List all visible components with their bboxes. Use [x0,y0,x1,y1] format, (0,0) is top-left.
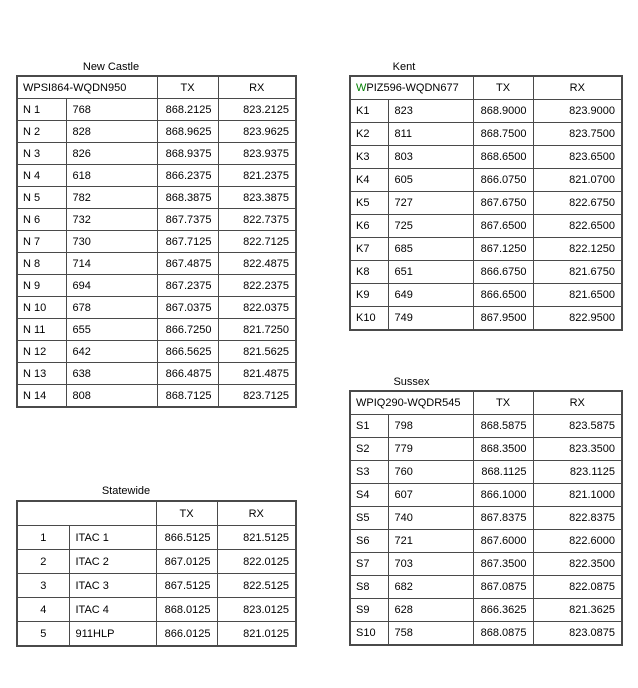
table-cell: 867.0875 [473,576,533,599]
table-cell: 822.0375 [218,297,296,319]
kent-table [349,75,623,331]
table-row [17,209,296,231]
table-row [350,599,622,622]
table-cell: 655 [66,319,157,341]
table-row [17,275,296,297]
table-cell: 694 [66,275,157,297]
table-row [17,385,296,408]
sussex-tx-header: TX [473,391,533,415]
table-row [17,99,296,121]
table-cell: S9 [350,599,388,622]
table-row [17,598,296,622]
table-cell: 823.1125 [533,461,622,484]
table-cell: 822.6000 [533,530,622,553]
table-cell: 867.6500 [473,215,533,238]
table-cell: 760 [388,461,473,484]
table-row [17,143,296,165]
table-cell: 823.9000 [533,100,622,123]
statewide-rx-header: RX [217,501,296,526]
table-row [350,461,622,484]
table-cell: 822.6500 [533,215,622,238]
table-cell: K1 [350,100,388,123]
table-cell: 823.0125 [217,598,296,622]
table-row [17,622,296,647]
table-cell: 867.7125 [157,231,218,253]
table-cell: 821.0700 [533,169,622,192]
table-cell: 822.6750 [533,192,622,215]
table-row [17,550,296,574]
table-cell: 821.5125 [217,526,296,550]
sussex-body [350,415,622,646]
table-row [17,319,296,341]
new-castle-body [17,99,296,408]
table-cell: 868.9375 [157,143,218,165]
table-cell: 822.9500 [533,307,622,331]
table-cell: 822.4875 [218,253,296,275]
table-cell: S10 [350,622,388,646]
table-cell: 605 [388,169,473,192]
table-cell: 868.0875 [473,622,533,646]
table-cell: 821.0125 [217,622,296,647]
kent-rx-header: RX [533,76,622,100]
table-cell: 822.3500 [533,553,622,576]
table-cell: 867.0375 [157,297,218,319]
table-cell: 822.7375 [218,209,296,231]
table-cell: K4 [350,169,388,192]
table-cell: 822.8375 [533,507,622,530]
table-row [350,553,622,576]
table-cell: N 8 [17,253,66,275]
table-cell: 2 [17,550,69,574]
table-row [350,169,622,192]
table-cell: K7 [350,238,388,261]
table-cell: N 9 [17,275,66,297]
table-cell: 678 [66,297,157,319]
table-cell: 826 [66,143,157,165]
table-cell: S8 [350,576,388,599]
table-cell: N 7 [17,231,66,253]
table-cell: 628 [388,599,473,622]
table-row [350,146,622,169]
table-cell: 866.4875 [157,363,218,385]
table-cell: 822.5125 [217,574,296,598]
table-cell: 649 [388,284,473,307]
table-cell: K3 [350,146,388,169]
table-cell: 866.2375 [157,165,218,187]
table-row [350,307,622,331]
table-cell: 779 [388,438,473,461]
table-cell: 823.3875 [218,187,296,209]
table-cell: 727 [388,192,473,215]
table-cell: 740 [388,507,473,530]
table-cell: 867.3500 [473,553,533,576]
table-cell: 821.6500 [533,284,622,307]
statewide-empty-header [17,501,156,526]
table-cell: 703 [388,553,473,576]
table-cell: 868.3500 [473,438,533,461]
table-cell: 866.5125 [156,526,217,550]
table-cell: 822.1250 [533,238,622,261]
table-cell: 867.6750 [473,192,533,215]
table-cell: 867.2375 [157,275,218,297]
table-row [17,253,296,275]
table-row [350,215,622,238]
table-cell: K8 [350,261,388,284]
table-cell: 821.6750 [533,261,622,284]
table-row [350,484,622,507]
table-row [350,507,622,530]
sussex-callsign: WPIQ290-WQDR545 [350,391,473,415]
table-cell: 823 [388,100,473,123]
table-cell: N 12 [17,341,66,363]
new-castle-callsign: WPSI864-WQDN950 [17,76,157,99]
kent-title: Kent [392,61,416,73]
table-cell: 823.0875 [533,622,622,646]
table-cell: 5 [17,622,69,647]
table-cell: 867.9500 [473,307,533,331]
table-cell: 868.1125 [473,461,533,484]
statewide-header-row [17,501,296,526]
statewide-title: Statewide [101,485,151,497]
table-cell: K6 [350,215,388,238]
table-cell: 618 [66,165,157,187]
table-cell: 822.7125 [218,231,296,253]
table-cell: 823.5875 [533,415,622,438]
table-row [350,438,622,461]
table-cell: 725 [388,215,473,238]
table-cell: 823.6500 [533,146,622,169]
table-cell: 866.1000 [473,484,533,507]
table-row [17,187,296,209]
table-cell: 866.0750 [473,169,533,192]
table-cell: 721 [388,530,473,553]
table-row [350,622,622,646]
table-cell: 823.7125 [218,385,296,408]
table-cell: 868.9000 [473,100,533,123]
table-cell: 811 [388,123,473,146]
table-cell: 868.0125 [156,598,217,622]
new-castle-tx-header: TX [157,76,218,99]
new-castle-rx-header: RX [218,76,296,99]
table-cell: 821.2375 [218,165,296,187]
table-cell: S3 [350,461,388,484]
table-row [17,231,296,253]
table-cell: 768 [66,99,157,121]
table-cell: 682 [388,576,473,599]
table-cell: 821.4875 [218,363,296,385]
table-cell: 868.7125 [157,385,218,408]
table-cell: ITAC 4 [69,598,156,622]
table-cell: K10 [350,307,388,331]
table-cell: K5 [350,192,388,215]
table-cell: 867.1250 [473,238,533,261]
table-cell: ITAC 3 [69,574,156,598]
table-cell: ITAC 2 [69,550,156,574]
table-cell: 821.5625 [218,341,296,363]
table-cell: 867.5125 [156,574,217,598]
table-cell: 1 [17,526,69,550]
table-row [350,100,622,123]
table-cell: 867.4875 [157,253,218,275]
table-cell: 821.3625 [533,599,622,622]
table-cell: N 14 [17,385,66,408]
table-row [17,297,296,319]
table-row [350,261,622,284]
table-cell: 642 [66,341,157,363]
table-cell: 828 [66,121,157,143]
sussex-table [349,390,623,646]
statewide-tx-header: TX [156,501,217,526]
table-cell: N 13 [17,363,66,385]
table-cell: 868.9625 [157,121,218,143]
table-row [17,341,296,363]
sussex-rx-header: RX [533,391,622,415]
table-cell: 607 [388,484,473,507]
statewide-table [16,500,297,647]
table-cell: 4 [17,598,69,622]
table-cell: N 3 [17,143,66,165]
table-cell: 730 [66,231,157,253]
table-cell: 638 [66,363,157,385]
sussex-title: Sussex [393,376,430,388]
sussex-header-row [350,391,622,415]
table-cell: 798 [388,415,473,438]
table-row [17,574,296,598]
table-cell: 808 [66,385,157,408]
table-cell: ITAC 1 [69,526,156,550]
new-castle-header-row [17,76,296,99]
table-row [17,363,296,385]
table-cell: N 11 [17,319,66,341]
table-cell: N 5 [17,187,66,209]
table-cell: S6 [350,530,388,553]
table-cell: 868.6500 [473,146,533,169]
table-cell: 3 [17,574,69,598]
table-cell: 803 [388,146,473,169]
table-cell: 685 [388,238,473,261]
table-row [17,165,296,187]
table-cell: K9 [350,284,388,307]
table-cell: 823.7500 [533,123,622,146]
table-cell: N 4 [17,165,66,187]
table-cell: 867.6000 [473,530,533,553]
table-cell: 823.9375 [218,143,296,165]
kent-tx-header: TX [473,76,533,100]
table-row [350,415,622,438]
table-cell: 651 [388,261,473,284]
kent-header-row [350,76,622,100]
table-cell: 714 [66,253,157,275]
table-cell: 866.7250 [157,319,218,341]
table-cell: 867.7375 [157,209,218,231]
table-cell: S4 [350,484,388,507]
table-cell: 911HLP [69,622,156,647]
table-row [17,121,296,143]
kent-body [350,100,622,331]
statewide-body [17,526,296,647]
table-cell: 822.0125 [217,550,296,574]
table-cell: S7 [350,553,388,576]
table-cell: 868.7500 [473,123,533,146]
table-cell: 732 [66,209,157,231]
table-cell: 868.5875 [473,415,533,438]
table-cell: S5 [350,507,388,530]
new-castle-title: New Castle [82,61,140,73]
kent-callsign-rest: PIZ596-WQDN677 [366,82,459,94]
kent-callsign-first-letter: W [356,82,367,94]
table-cell: S1 [350,415,388,438]
table-cell: 823.3500 [533,438,622,461]
table-cell: K2 [350,123,388,146]
table-cell: N 10 [17,297,66,319]
table-cell: 868.3875 [157,187,218,209]
table-cell: 823.9625 [218,121,296,143]
table-cell: 822.0875 [533,576,622,599]
table-cell: 866.0125 [156,622,217,647]
new-castle-table [16,75,297,408]
table-row [17,526,296,550]
table-cell: 866.6500 [473,284,533,307]
table-cell: 866.6750 [473,261,533,284]
table-cell: 867.8375 [473,507,533,530]
table-row [350,284,622,307]
table-cell: 868.2125 [157,99,218,121]
table-cell: 758 [388,622,473,646]
table-cell: 866.3625 [473,599,533,622]
table-cell: 782 [66,187,157,209]
table-cell: 749 [388,307,473,331]
table-cell: N 6 [17,209,66,231]
table-cell: 822.2375 [218,275,296,297]
table-cell: N 2 [17,121,66,143]
table-cell: 823.2125 [218,99,296,121]
table-cell: S2 [350,438,388,461]
table-cell: 821.7250 [218,319,296,341]
table-cell: N 1 [17,99,66,121]
table-row [350,123,622,146]
kent-callsign [350,76,473,100]
table-cell: 867.0125 [156,550,217,574]
table-cell: 821.1000 [533,484,622,507]
table-row [350,192,622,215]
table-cell: 866.5625 [157,341,218,363]
table-row [350,576,622,599]
table-row [350,530,622,553]
table-row [350,238,622,261]
